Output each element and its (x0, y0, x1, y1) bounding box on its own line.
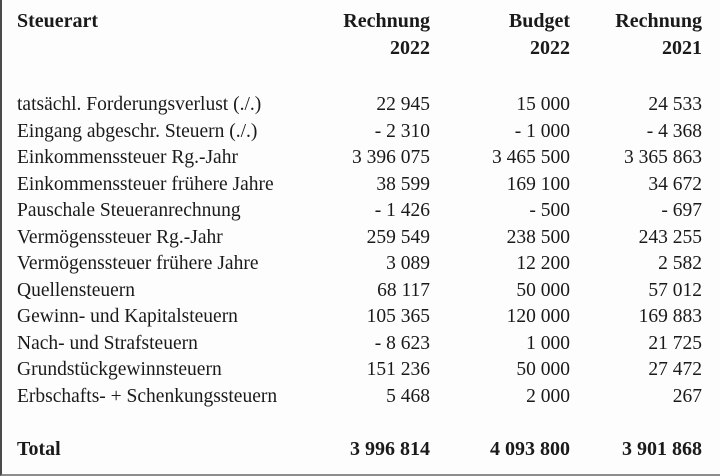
table-row (2, 198, 720, 225)
spacer-cell (430, 410, 570, 434)
row-value-budget-2022: 1 000 (526, 332, 570, 354)
row-value-rechnung-2021: 267 (672, 385, 702, 407)
column-header-budget-2022 (430, 0, 570, 70)
column-header-rechnung-2022-line1: Rechnung (343, 10, 430, 32)
row-value-rechnung-2021: 169 883 (638, 306, 702, 327)
spacer-cell (430, 70, 570, 92)
row-value-budget-2022: 15 000 (516, 94, 570, 115)
total-row (2, 434, 720, 464)
row-value-rechnung-2021: 243 255 (638, 226, 702, 248)
total-spacer (2, 410, 720, 434)
row-right-pad (702, 92, 720, 119)
table-row (2, 331, 720, 358)
total-label: Total (17, 438, 61, 460)
table-body (2, 70, 720, 464)
row-right-pad (702, 145, 720, 172)
tax-table (2, 0, 720, 464)
row-label: Erbschafts- + Schenkungssteuern (17, 385, 278, 407)
row-right-pad (702, 172, 720, 199)
column-header-budget-2022-line1: Budget (508, 10, 570, 32)
total-right-pad (702, 434, 720, 464)
row-right-pad (702, 119, 720, 146)
spacer-cell (702, 70, 720, 92)
column-header-rechnung-2021-line2: 2021 (662, 37, 702, 59)
row-value-rechnung-2022: 151 236 (366, 359, 430, 380)
row-value-rechnung-2021: 34 672 (648, 173, 702, 195)
row-value-budget-2022: - 1 000 (514, 120, 570, 142)
row-label: Einkommenssteuer frühere Jahre (17, 173, 274, 195)
row-value-rechnung-2022: 68 117 (377, 279, 430, 301)
spacer-cell (302, 410, 430, 434)
column-header-rechnung-2021 (570, 0, 702, 70)
row-value-rechnung-2021: 27 472 (648, 359, 702, 380)
column-header-rechnung-2022 (302, 0, 430, 70)
column-header-steuerart: Steuerart (17, 10, 99, 32)
column-header-rechnung-2022-line2: 2022 (390, 37, 430, 59)
row-label: Einkommenssteuer Rg.-Jahr (17, 147, 238, 168)
row-value-budget-2022: 12 200 (516, 253, 570, 274)
column-header-rechnung-2021-line1: Rechnung (615, 10, 702, 32)
row-value-rechnung-2022: 259 549 (366, 226, 430, 248)
spacer-cell (2, 70, 302, 92)
row-value-budget-2022: 50 000 (516, 359, 570, 380)
row-value-budget-2022: 120 000 (506, 306, 570, 327)
row-label: Quellensteuern (17, 279, 136, 301)
row-value-budget-2022: 169 100 (506, 173, 570, 195)
row-right-pad (702, 251, 720, 278)
row-label: Pauschale Steueranrechnung (17, 200, 241, 221)
header-right-pad (702, 0, 720, 70)
total-value-rechnung-2021: 3 901 868 (622, 438, 702, 460)
spacer-cell (570, 70, 702, 92)
row-label: Gewinn- und Kapitalsteuern (17, 306, 238, 327)
column-header-budget-2022-line2: 2022 (530, 37, 570, 59)
row-label: Grundstückgewinnsteuern (17, 359, 222, 380)
row-value-budget-2022: 2 000 (526, 385, 570, 407)
row-value-rechnung-2021: - 4 368 (646, 120, 702, 142)
row-value-rechnung-2022: 38 599 (376, 173, 430, 195)
row-label: Eingang abgeschr. Steuern (./.) (17, 120, 258, 142)
row-value-rechnung-2022: 3 089 (386, 253, 430, 274)
row-right-pad (702, 384, 720, 411)
row-right-pad (702, 357, 720, 384)
spacer-cell (570, 410, 702, 434)
table-row (2, 119, 720, 146)
table-row (2, 145, 720, 172)
row-right-pad (702, 278, 720, 305)
row-value-rechnung-2022: - 1 426 (374, 200, 430, 221)
row-right-pad (702, 331, 720, 358)
row-right-pad (702, 198, 720, 225)
table-row (2, 357, 720, 384)
row-label: Nach- und Strafsteuern (17, 332, 198, 354)
row-label: Vermögenssteuer frühere Jahre (17, 253, 259, 274)
header-row (2, 0, 720, 70)
row-value-rechnung-2022: - 2 310 (374, 120, 430, 142)
header-body-spacer (2, 70, 720, 92)
spacer-cell (2, 410, 302, 434)
row-value-rechnung-2021: 2 582 (658, 253, 702, 274)
row-value-rechnung-2022: 105 365 (366, 306, 430, 327)
row-value-rechnung-2022: 22 945 (376, 94, 430, 115)
spacer-cell (702, 410, 720, 434)
row-value-rechnung-2021: 3 365 863 (624, 147, 702, 168)
table-row (2, 251, 720, 278)
row-value-budget-2022: 50 000 (516, 279, 570, 301)
table-row (2, 172, 720, 199)
row-label: tatsächl. Forderungsverlust (./.) (17, 94, 262, 115)
row-label: Vermögenssteuer Rg.-Jahr (17, 226, 223, 248)
spacer-cell (302, 70, 430, 92)
row-value-rechnung-2022: 5 468 (386, 385, 430, 407)
table-row (2, 304, 720, 331)
total-value-rechnung-2022: 3 996 814 (350, 438, 430, 460)
row-value-budget-2022: - 500 (529, 200, 570, 221)
row-value-rechnung-2021: 24 533 (648, 94, 702, 115)
table-row (2, 278, 720, 305)
row-right-pad (702, 225, 720, 252)
row-value-rechnung-2021: 21 725 (648, 332, 702, 354)
row-value-budget-2022: 3 465 500 (492, 147, 570, 168)
table-row (2, 225, 720, 252)
row-value-rechnung-2022: - 8 623 (374, 332, 430, 354)
row-right-pad (702, 304, 720, 331)
row-value-budget-2022: 238 500 (506, 226, 570, 248)
table-row (2, 384, 720, 411)
table-header (2, 0, 720, 70)
row-value-rechnung-2021: - 697 (661, 200, 702, 221)
total-value-budget-2022: 4 093 800 (490, 438, 570, 460)
row-value-rechnung-2022: 3 396 075 (352, 147, 430, 168)
table-row (2, 92, 720, 119)
row-value-rechnung-2021: 57 012 (648, 279, 702, 301)
